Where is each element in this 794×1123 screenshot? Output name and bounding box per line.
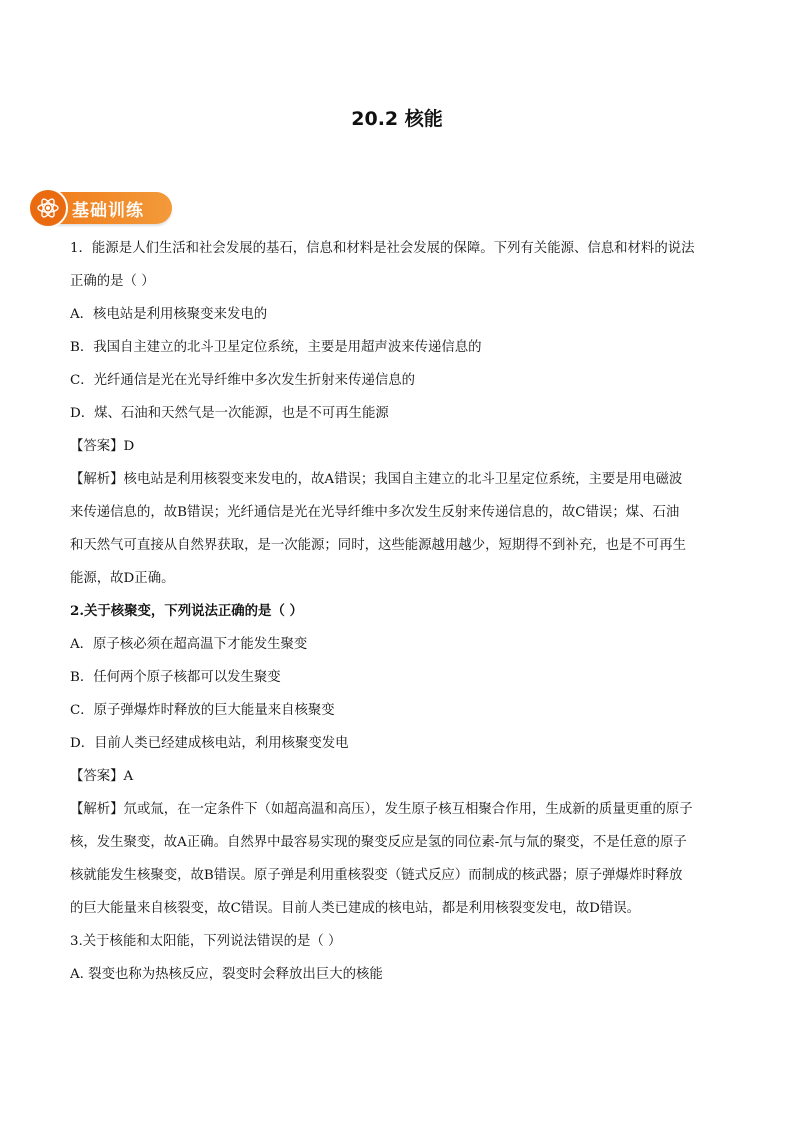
q3-stem: 3.关于核能和太阳能，下列说法错误的是（ ）: [70, 934, 342, 949]
page-title: 20.2 核能: [351, 108, 443, 130]
q3-option-a: A. 裂变也称为热核反应，裂变时会释放出巨大的核能: [70, 967, 383, 982]
q1-option-a: A．核电站是利用核聚变来发电的: [70, 307, 268, 322]
q2-option-d: D．目前人类已经建成核电站，利用核聚变发电: [70, 736, 349, 751]
q2-analysis-line-2: 核，发生聚变，故A正确。自然界中最容易实现的聚变反应是氢的同位素-氘与氚的聚变，不是任意的原子: [70, 835, 687, 850]
q2-stem: 2.关于核聚变，下列说法正确的是（ ）: [70, 603, 303, 619]
q1-option-d: D．煤、石油和天然气是一次能源，也是不可再生能源: [70, 406, 389, 421]
q1-stem-line-1: 1．能源是人们生活和社会发展的基石，信息和材料是社会发展的保障。下列有关能源、信息和材料的说法: [70, 241, 695, 256]
q1-analysis-line-3: 和天然气可直接从自然界获取，是一次能源；同时，这些能源越用越少，短期得不到补充，也是不可再生: [70, 538, 686, 553]
q1-analysis-line-2: 来传递信息的，故B错误；光纤通信是光在光导纤维中多次发生反射来传递信息的，故C错误；煤、石油: [70, 505, 680, 520]
section-label: 基础训练: [72, 201, 144, 221]
section-banner: [28, 188, 172, 228]
question-content: [70, 232, 730, 991]
q1-analysis-line-1: 【解析】核电站是利用核裂变来发电的，故A错误；我国自主建立的北斗卫星定位系统，主要是用电磁波: [70, 472, 683, 487]
q2-option-b: B．任何两个原子核都可以发生聚变: [70, 670, 281, 685]
atom-icon: [28, 188, 68, 228]
q1-stem-line-2: 正确的是（ ）: [70, 274, 155, 289]
q1-answer: 【答案】D: [70, 439, 135, 454]
q2-analysis-line-1: 【解析】氘或氚，在一定条件下（如超高温和高压），发生原子核互相聚合作用，生成新的质量更重的原子: [70, 802, 693, 817]
q2-analysis-line-3: 核就能发生核聚变，故B错误。原子弹是利用重核裂变（链式反应）而制成的核武器；原子弹爆炸时释放: [70, 868, 683, 883]
q1-option-b: B．我国自主建立的北斗卫星定位系统，主要是用超声波来传递信息的: [70, 340, 482, 355]
q2-answer: 【答案】A: [70, 769, 134, 784]
q2-analysis-line-4: 的巨大能量来自核裂变，故C错误。目前人类已建成的核电站，都是利用核裂变发电，故D错误。: [70, 901, 640, 916]
q2-option-c: C．原子弹爆炸时释放的巨大能量来自核聚变: [70, 703, 335, 718]
q2-option-a: A．原子核必须在超高温下才能发生聚变: [70, 637, 308, 652]
q1-analysis-line-4: 能源，故D正确。: [70, 571, 175, 586]
q1-option-c: C．光纤通信是光在光导纤维中多次发生折射来传递信息的: [70, 373, 416, 388]
